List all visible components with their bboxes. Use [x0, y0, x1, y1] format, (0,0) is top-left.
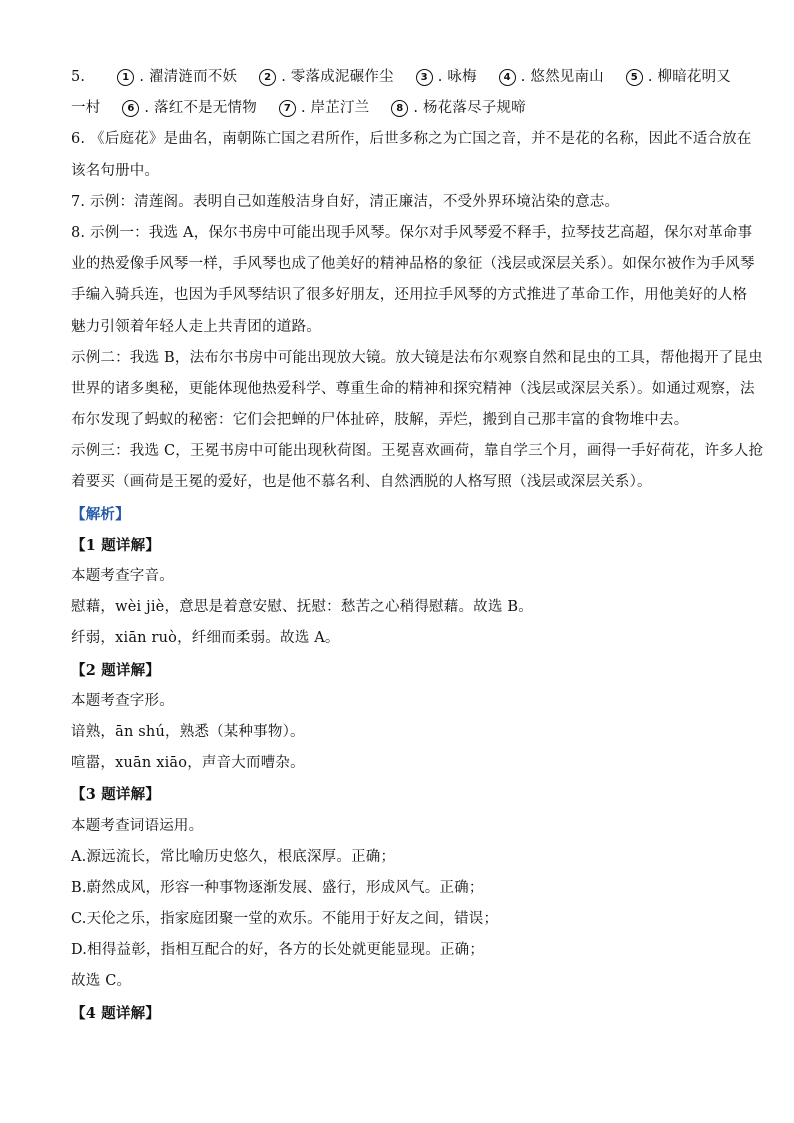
- answer-content: [71, 62, 764, 1029]
- circled-number-icon: 1: [117, 69, 134, 86]
- analysis-line: B.蔚然成风，形容一种事物逐渐发展、盛行，形成风气。正确；: [71, 879, 484, 896]
- q5-option-7: [279, 93, 369, 124]
- q5-option-text: . 柳暗花明又: [647, 69, 731, 85]
- q5-option-text: . 杨花落尽子规啼: [413, 100, 526, 117]
- analysis-line: 喧嚣，xuān xiāo，声音大而嘈杂。: [71, 755, 305, 772]
- q8-line: 业的热爱像手风琴一样，手风琴也成了他美好的精神品格的象征（浅层或深层关系）。如保尔被作为手风琴: [71, 256, 755, 273]
- analysis-title: 【解析】: [71, 505, 130, 523]
- analysis-line: D.相得益彰，指相互配合的好，各方的长处就更能显现。正确；: [71, 942, 485, 959]
- q5-number: 5.: [71, 69, 86, 85]
- q8-line: 8. 示例一：我选 A，保尔书房中可能出现手风琴。保尔对手风琴爱不释手，拉琴技艺高超，保尔对革命事: [71, 224, 753, 241]
- q8-line: 着要买（画荷是王冕的爱好，也是他不慕名利、自然洒脱的人格写照（浅层或深层关系）。: [71, 474, 652, 491]
- analysis-line: 故选 C。: [71, 973, 132, 990]
- q5-option-4: [499, 62, 604, 93]
- circled-number-icon: 7: [279, 100, 296, 117]
- q5-option-2: [259, 62, 394, 93]
- circled-number-icon: 8: [391, 100, 408, 117]
- circled-number-icon: 2: [259, 69, 276, 86]
- q5-option-text: . 落红不是无情物: [144, 100, 257, 117]
- q5-option-3: [416, 62, 477, 93]
- analysis-line: 谙熟，ān shú，熟悉（某种事物）。: [71, 723, 305, 740]
- analysis-line: 本题考查词语运用。: [71, 817, 204, 834]
- analysis-line: C.天伦之乐，指家庭团聚一堂的欢乐。不能用于好友之间，错误；: [71, 911, 499, 928]
- q5-option-text: . 濯清涟而不妖: [139, 69, 238, 85]
- q6-line-2: 该名句册中。: [71, 162, 160, 179]
- analysis-line: 本题考查字形。: [71, 692, 174, 709]
- q5-continuation: 一村: [71, 100, 101, 117]
- q5-option-text: . 咏梅: [437, 69, 477, 85]
- q5-option-1: [117, 62, 237, 93]
- q5-option-text: . 岸芷汀兰: [300, 100, 370, 117]
- q8-line: 布尔发现了蚂蚁的秘密：它们会把蝉的尸体扯碎，肢解，弄烂，搬到自己那丰富的食物堆中去。: [71, 412, 689, 429]
- section-heading: 【3 题详解】: [71, 786, 161, 804]
- q5-option-5: [626, 62, 731, 93]
- analysis-line: 慰藉，wèi jiè，意思是着意安慰、抚慰：愁苦之心稍得慰藉。故选 B。: [71, 599, 533, 616]
- q5-line-1: [71, 62, 731, 93]
- q8-line: 世界的诸多奥秘，更能体现他热爱科学、尊重生命的精神和探究精神（浅层或深层关系）。如通过观察，法: [71, 380, 755, 397]
- circled-number-icon: 4: [499, 69, 516, 86]
- q5-option-text: . 悠然见南山: [520, 69, 604, 85]
- q6-line-1: 6. 《后庭花》是曲名，南朝陈亡国之君所作，后世多称之为亡国之音，并不是花的名称，因此不适合放在: [71, 131, 752, 148]
- q8-line: 示例二：我选 B，法布尔书房中可能出现放大镜。放大镜是法布尔观察自然和昆虫的工具，帮他揭开了昆虫: [71, 349, 763, 366]
- circled-number-icon: 3: [416, 69, 433, 86]
- section-heading: 【2 题详解】: [71, 661, 161, 679]
- analysis-line: 本题考查字音。: [71, 568, 174, 584]
- circled-number-icon: 6: [122, 100, 139, 117]
- q8-line: 示例三：我选 C，王冕书房中可能出现秋荷图。王冕喜欢画荷，靠自学三个月，画得一手好荷花，许多人抢: [71, 443, 764, 460]
- q5-line-2: [71, 93, 731, 124]
- q5-option-text: . 零落成泥碾作尘: [281, 69, 394, 85]
- section-heading: 【4 题详解】: [71, 1004, 161, 1022]
- q8-line: 手编入骑兵连，也因为手风琴结识了很多好朋友，还用拉手风琴的方式推进了革命工作，用他美好的人格: [71, 287, 748, 304]
- analysis-line: 纤弱，xiān ruò，纤细而柔弱。故选 A。: [71, 630, 340, 647]
- circled-number-icon: 5: [626, 69, 643, 86]
- q5-option-6: [122, 93, 257, 124]
- q8-line: 魅力引领着年轻人走上共青团的道路。: [71, 318, 321, 335]
- section-heading: 【1 题详解】: [71, 536, 161, 554]
- analysis-line: A.源远流长，常比喻历史悠久，根底深厚。正确；: [71, 848, 396, 865]
- q7-line-1: 7. 示例：清莲阁。表明自己如莲般洁身自好，清正廉洁，不受外界环境沾染的意志。: [71, 193, 620, 210]
- q5-option-8: [391, 93, 526, 124]
